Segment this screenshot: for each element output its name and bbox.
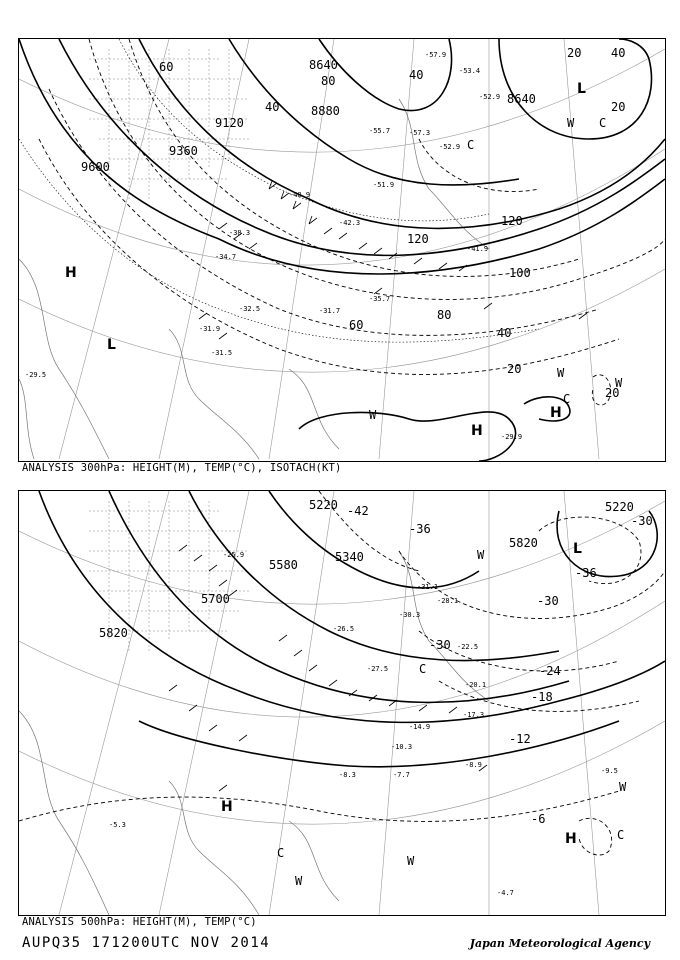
temp-value: -52.9 <box>439 143 461 151</box>
cold-center: C <box>563 392 571 406</box>
temp-value: -20.1 <box>465 681 487 689</box>
temp-value: -48.9 <box>289 191 311 199</box>
temp-value: -17.3 <box>463 711 485 719</box>
isotach-label: 120 <box>407 232 429 246</box>
isotach-label: 120 <box>501 214 523 228</box>
high-center: H <box>471 423 483 439</box>
temp-value: -51.9 <box>373 181 395 189</box>
temp-value: -34.7 <box>215 253 237 261</box>
map-300hpa-svg <box>19 39 665 461</box>
height-label: 5700 <box>201 592 230 606</box>
temp-value: -31.7 <box>319 307 341 315</box>
temp-value: -55.7 <box>369 127 391 135</box>
height-label: 8640 <box>309 58 338 72</box>
isotherm-label: -6 <box>531 812 546 826</box>
isotach-label: 40 <box>611 46 626 60</box>
map-panel-500hpa <box>18 490 666 916</box>
map-panel-300hpa <box>18 38 666 462</box>
high-center: H <box>550 405 562 421</box>
isotach-label: 40 <box>497 326 512 340</box>
temp-value: -52.9 <box>479 93 501 101</box>
isotach-label: 20 <box>507 362 522 376</box>
height-label: 8640 <box>507 92 536 106</box>
temp-value: -8.9 <box>465 761 482 769</box>
warm-center: W <box>615 376 623 390</box>
temp-value: -9.5 <box>601 767 618 775</box>
isotherm-label: -36 <box>409 522 431 536</box>
isotach-label: 80 <box>321 74 336 88</box>
bulletin-code: AUPQ35 171200UTC NOV 2014 <box>22 935 271 951</box>
isotherms <box>19 39 539 342</box>
height-label: 9600 <box>81 160 110 174</box>
temp-value: -5.3 <box>109 821 126 829</box>
isotherm-label: -24 <box>539 664 561 678</box>
warm-center: W <box>477 548 485 562</box>
warm-center: W <box>295 874 303 888</box>
isotach-label: 20 <box>611 100 626 114</box>
warm-center: W <box>369 408 377 422</box>
isotach-label: 60 <box>349 318 364 332</box>
agency-name: Japan Meteorological Agency <box>469 937 650 950</box>
temp-value: -10.3 <box>391 743 413 751</box>
temp-value: -25.9 <box>223 551 245 559</box>
temp-value: -35.7 <box>369 295 391 303</box>
high-center: H <box>221 799 233 815</box>
pressure-centers <box>65 81 626 439</box>
temp-value: -41.9 <box>467 245 489 253</box>
isotach-label: 40 <box>409 68 424 82</box>
map-500hpa-svg <box>19 491 665 915</box>
height-label: 5580 <box>269 558 298 572</box>
high-center: H <box>565 831 577 847</box>
coastline <box>19 99 489 459</box>
temp-value: -57.9 <box>425 51 447 59</box>
low-center: L <box>107 337 116 353</box>
warm-center: W <box>557 366 565 380</box>
temp-value: -31.9 <box>199 325 221 333</box>
warm-center: W <box>619 780 627 794</box>
isotach-label: 60 <box>159 60 174 74</box>
warm-center: W <box>407 854 415 868</box>
isotach-label: 40 <box>265 100 280 114</box>
temp-value: -30.3 <box>399 611 421 619</box>
height-label: 5340 <box>335 550 364 564</box>
temp-value: -57.3 <box>409 129 431 137</box>
height-label: 8880 <box>311 104 340 118</box>
height-label: 5220 <box>605 500 634 514</box>
isotach-label: 100 <box>509 266 531 280</box>
cold-center: C <box>419 662 427 676</box>
wind-barbs <box>169 545 487 791</box>
temp-value: -28.1 <box>437 597 459 605</box>
cold-center: C <box>599 116 607 130</box>
temp-value: -53.4 <box>459 67 481 75</box>
isotach-label: 20 <box>605 386 620 400</box>
isotherm-label: -12 <box>509 732 531 746</box>
high-center: H <box>65 265 77 281</box>
isotherms <box>19 491 665 855</box>
temp-value: -22.5 <box>457 643 479 651</box>
temp-value: -32.5 <box>239 305 261 313</box>
isotherm-label: -30 <box>429 638 451 652</box>
isotherm-label: -30 <box>537 594 559 608</box>
height-label: 5220 <box>309 498 338 512</box>
height-labels <box>99 498 634 640</box>
isotherm-label: -18 <box>531 690 553 704</box>
isotach-label: 80 <box>437 308 452 322</box>
isotach-label: 20 <box>567 46 582 60</box>
temp-value: -7.7 <box>393 771 410 779</box>
cold-center: C <box>467 138 475 152</box>
temp-value: -42.3 <box>339 219 361 227</box>
temp-value: -26.5 <box>333 625 355 633</box>
temp-value: -27.5 <box>367 665 389 673</box>
temp-value: -31.1 <box>417 583 439 591</box>
isotherm-label: -30 <box>631 514 653 528</box>
isotherm-label: -42 <box>347 504 369 518</box>
cold-center: C <box>617 828 625 842</box>
height-label: 5820 <box>99 626 128 640</box>
temp-value: -38.3 <box>229 229 251 237</box>
height-label: 5820 <box>509 536 538 550</box>
wind-barbs <box>199 181 587 339</box>
temp-value: -4.7 <box>497 889 514 897</box>
cold-center: C <box>277 846 285 860</box>
panel-500hpa-caption: ANALYSIS 500hPa: HEIGHT(M), TEMP(°C) <box>22 916 257 928</box>
height-label: 9120 <box>215 116 244 130</box>
height-label: 9360 <box>169 144 198 158</box>
pressure-centers <box>221 541 627 888</box>
warm-center: W <box>567 116 575 130</box>
isotherm-label: -36 <box>575 566 597 580</box>
panel-300hpa-caption: ANALYSIS 300hPa: HEIGHT(M), TEMP(°C), ISOTACH(KT) <box>22 462 342 474</box>
temp-value: -29.9 <box>501 433 523 441</box>
temp-value: -29.5 <box>25 371 47 379</box>
low-center: L <box>577 81 586 97</box>
temp-value: -14.9 <box>409 723 431 731</box>
coastline <box>19 551 489 915</box>
temp-value: -31.5 <box>211 349 233 357</box>
low-center: L <box>573 541 582 557</box>
temp-value: -8.3 <box>339 771 356 779</box>
height-labels <box>81 58 536 174</box>
